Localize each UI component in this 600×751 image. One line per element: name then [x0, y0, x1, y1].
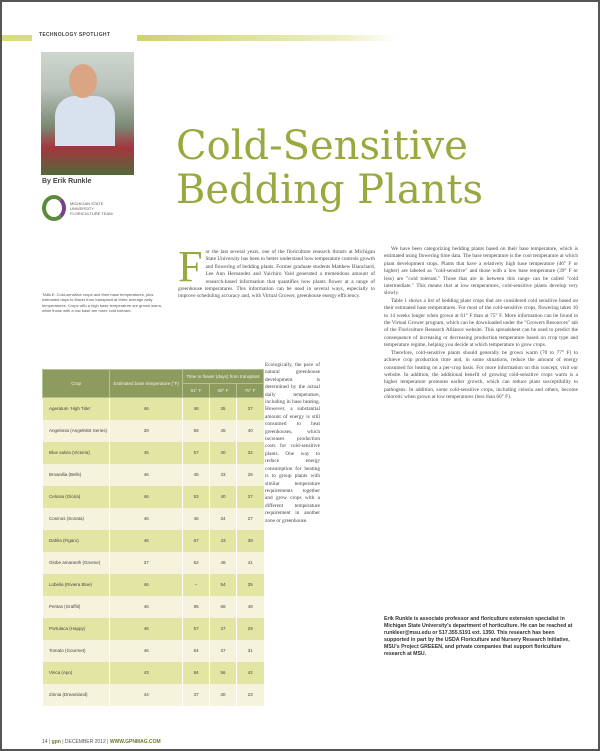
table-cell: 56	[210, 662, 237, 684]
drop-cap: F	[178, 242, 203, 291]
table-cell: 27	[236, 508, 263, 530]
table-cell: 27	[236, 398, 263, 420]
crop-name: Cosmos (Sonata)	[43, 508, 110, 530]
table-cell: 42	[236, 662, 263, 684]
table-cell: 46	[110, 508, 183, 530]
table-cell: 67	[183, 530, 210, 552]
table-cell: 35	[236, 574, 263, 596]
table-cell: 53	[183, 486, 210, 508]
crop-name: Angelonia (AngelMist Series)	[43, 420, 110, 442]
table-cell: 48	[183, 398, 210, 420]
table-cell: 38	[236, 530, 263, 552]
crop-name: Vinca (Apo)	[43, 662, 110, 684]
middle-column-text: Ecologically, the pace of natural greenhouse development is determined by the actual daily temperature, including in base heating. However, a substantial amount of energy is still consumed to heat greenhouses, which increases production costs for cold-sensitive plants. One way to reduce energy consumption for heating is to group plants with similar temperature requirements together and grow crops with a different temperature requirement in another zone or greenhouse.	[265, 362, 320, 524]
header-61f: 61° F	[183, 384, 210, 398]
table-cell: 37	[210, 618, 237, 640]
table-cell: 35	[210, 398, 237, 420]
table-cell: 46	[110, 398, 183, 420]
crop-name: Blue salvia (Victoria)	[43, 442, 110, 464]
right-column-text: We have been categorizing bedding plants based on their base temperature, which is estimated using flowering time data. The base temperature is the cool temperature at which plant development stops. Plants that have a relatively high base temperature (46° F or higher) are labeled as "cold-sensitive" and those with a low base temperature (39° F or less) are "cold tolerant." Those that are in between this range can be called "cold intermediate." This means that at low temperatures, cold-sensitive plants develop very slowly. Table 1 shows a list of bedding plant crops that are considered cold sensitive based on their estimated base temperatures. For most of the cold-sensitive crops, flowering takes 10 to 14 weeks longer when grown at 61° F than at 75° F. More information can be found in the Virtual Grower program, which can be downloaded under the "Growers Resources" tab of the Floriculture Research Alliance website. This spreadsheet can be used to predict the consequence of increasing or decreasing production temperature based on crop type and temperature regime, helping you decide at which temperature to grow crops. Therefore, cold-sensitive plants should generally be grown warm (70 to 77° F) to achieve crop production time and, in some situations, reduce the amount of energy consumed for heating on a per-crop basis. For more information on this concept, visit our website. In addition, the additional benefit of growing cold-sensitive crops warm is a higher temperature promotes earlier growth, which can reduce plant susceptibility to pathogens. In addition, some cold-sensitive crops, including celosia and others, become chlorotic when grown at low temperatures (less than 60° F).	[384, 246, 578, 401]
table-cell: 45	[183, 464, 210, 486]
table-cell: 26	[236, 464, 263, 486]
author-photo	[41, 52, 134, 175]
table-cell: 30	[210, 684, 237, 706]
table-row	[43, 662, 264, 684]
section-label: TECHNOLOGY SPOTLIGHT	[39, 32, 111, 38]
table-cell: 62	[183, 552, 210, 574]
author-bio: Erik Runkle is associate professor and floriculture extension specialist in Michigan State University's department of horticulture. He can be reached at runkleer@msu.edu or 517.355.5191 ext. 1350. This research has been supported in part by the USDA Floriculture and Nursery Research Initiative, MSU's Project GREEEN, and private companies that support floriculture research at MSU.	[384, 616, 573, 657]
table-cell: 48	[236, 596, 263, 618]
table-cell: 43	[110, 662, 183, 684]
crop-name: Celosia (Gloria)	[43, 486, 110, 508]
page-footer: 14 | gpn | DECEMBER 2012 | WWW.GPNMAG.COM	[42, 739, 161, 745]
table-cell: 46	[183, 508, 210, 530]
crop-name: Browallia (Bells)	[43, 464, 110, 486]
table-row	[43, 640, 264, 662]
crop-name: Globe amaranth (Gnome)	[43, 552, 110, 574]
table-cell: 40	[210, 486, 237, 508]
table-cell: 57	[183, 442, 210, 464]
table-cell: 40	[236, 420, 263, 442]
table-cell: 32	[236, 442, 263, 464]
table-cell: 46	[110, 640, 183, 662]
table-row	[43, 398, 264, 420]
table-cell: 37	[210, 640, 237, 662]
table-cell: 68	[210, 596, 237, 618]
table-cell: 44	[110, 684, 183, 706]
table-row	[43, 530, 264, 552]
table-cell: 46	[110, 596, 183, 618]
table-cell: 64	[183, 640, 210, 662]
table-caption: TABLE: Cold-sensitive crops and their base temperatures, plus estimated days to flower from transplant at three average daily temperatures. Crops with a high base temperature are grown warm, while those with a low base are more cold tolerant.	[42, 292, 163, 314]
table-cell: 46	[110, 574, 183, 596]
table-cell: 33	[210, 464, 237, 486]
table-cell: 23	[236, 684, 263, 706]
table-row	[43, 596, 264, 618]
table-row	[43, 442, 264, 464]
table-cell: 37	[110, 552, 183, 574]
table-cell: 46	[110, 486, 183, 508]
crop-name: Portulaca (Happy)	[43, 618, 110, 640]
table-cell: 43	[210, 530, 237, 552]
table-cell: 27	[236, 486, 263, 508]
header-time-to-flower: Time to flower (days) from transplant	[183, 370, 264, 384]
table-cell: 46	[110, 618, 183, 640]
table-cell: 46	[110, 464, 183, 486]
table-row	[43, 684, 264, 706]
table-cell: 46	[110, 530, 183, 552]
table-cell: 54	[210, 574, 237, 596]
table-row	[43, 552, 264, 574]
crop-name: Ageratum 'High Tide'	[43, 398, 110, 420]
crop-name: Pentas (Graffiti)	[43, 596, 110, 618]
table-cell: 34	[210, 508, 237, 530]
header-75f: 75° F	[236, 384, 263, 398]
crop-name: Tomato (Gourmet)	[43, 640, 110, 662]
header-base-temp: Estimated base temperature (°F)	[110, 370, 183, 398]
crop-name: Lobelia (Riviera Blue)	[43, 574, 110, 596]
table-cell: 37	[183, 684, 210, 706]
crop-name: Dahlia (Figaro)	[43, 530, 110, 552]
table-cell: 95	[183, 596, 210, 618]
msu-floriculture-logo: MICHIGAN STATE UNIVERSITY FLORICULTURE TEAM	[42, 195, 132, 231]
table-row	[43, 486, 264, 508]
intro-paragraph: For the last several years, one of the floriculture research thrusts at Michigan State University has been to better understand how temperature controls growth and flowering of bedding plants. Former graduate students Matthew Blanchard, Lee Ann Hernandez and Yuichiro Vaid generated a tremendous amount of research-based information that quantifies how plants flower at a range of greenhouse temperatures. This information can be used in several ways, especially to improve scheduling accuracy and, with Virtual Grower, greenhouse energy efficiency.	[178, 242, 375, 300]
table-cell: 29	[236, 618, 263, 640]
header-68f: 68° F	[210, 384, 237, 398]
table-cell: 45	[110, 442, 183, 464]
table-cell: 57	[183, 618, 210, 640]
header-crop: Crop	[43, 370, 110, 398]
table-cell: 48	[210, 552, 237, 574]
crop-name: Zinnia (Dreamland)	[43, 684, 110, 706]
table-cell: 41	[236, 552, 263, 574]
table-cell: 84	[183, 662, 210, 684]
table-cell: --	[183, 574, 210, 596]
table-row	[43, 420, 264, 442]
table-cell: 31	[236, 640, 263, 662]
table-cell: 39	[110, 420, 183, 442]
byline: By Erik Runkle	[42, 178, 92, 185]
article-title: Cold-Sensitive Bedding Plants	[176, 123, 484, 213]
table-cell: 45	[210, 420, 237, 442]
cold-sensitive-crops-table	[42, 369, 264, 706]
table-cell: 59	[183, 420, 210, 442]
table-row	[43, 508, 264, 530]
table-cell: 40	[210, 442, 237, 464]
table-row	[43, 618, 264, 640]
table-row	[43, 464, 264, 486]
table-row	[43, 574, 264, 596]
